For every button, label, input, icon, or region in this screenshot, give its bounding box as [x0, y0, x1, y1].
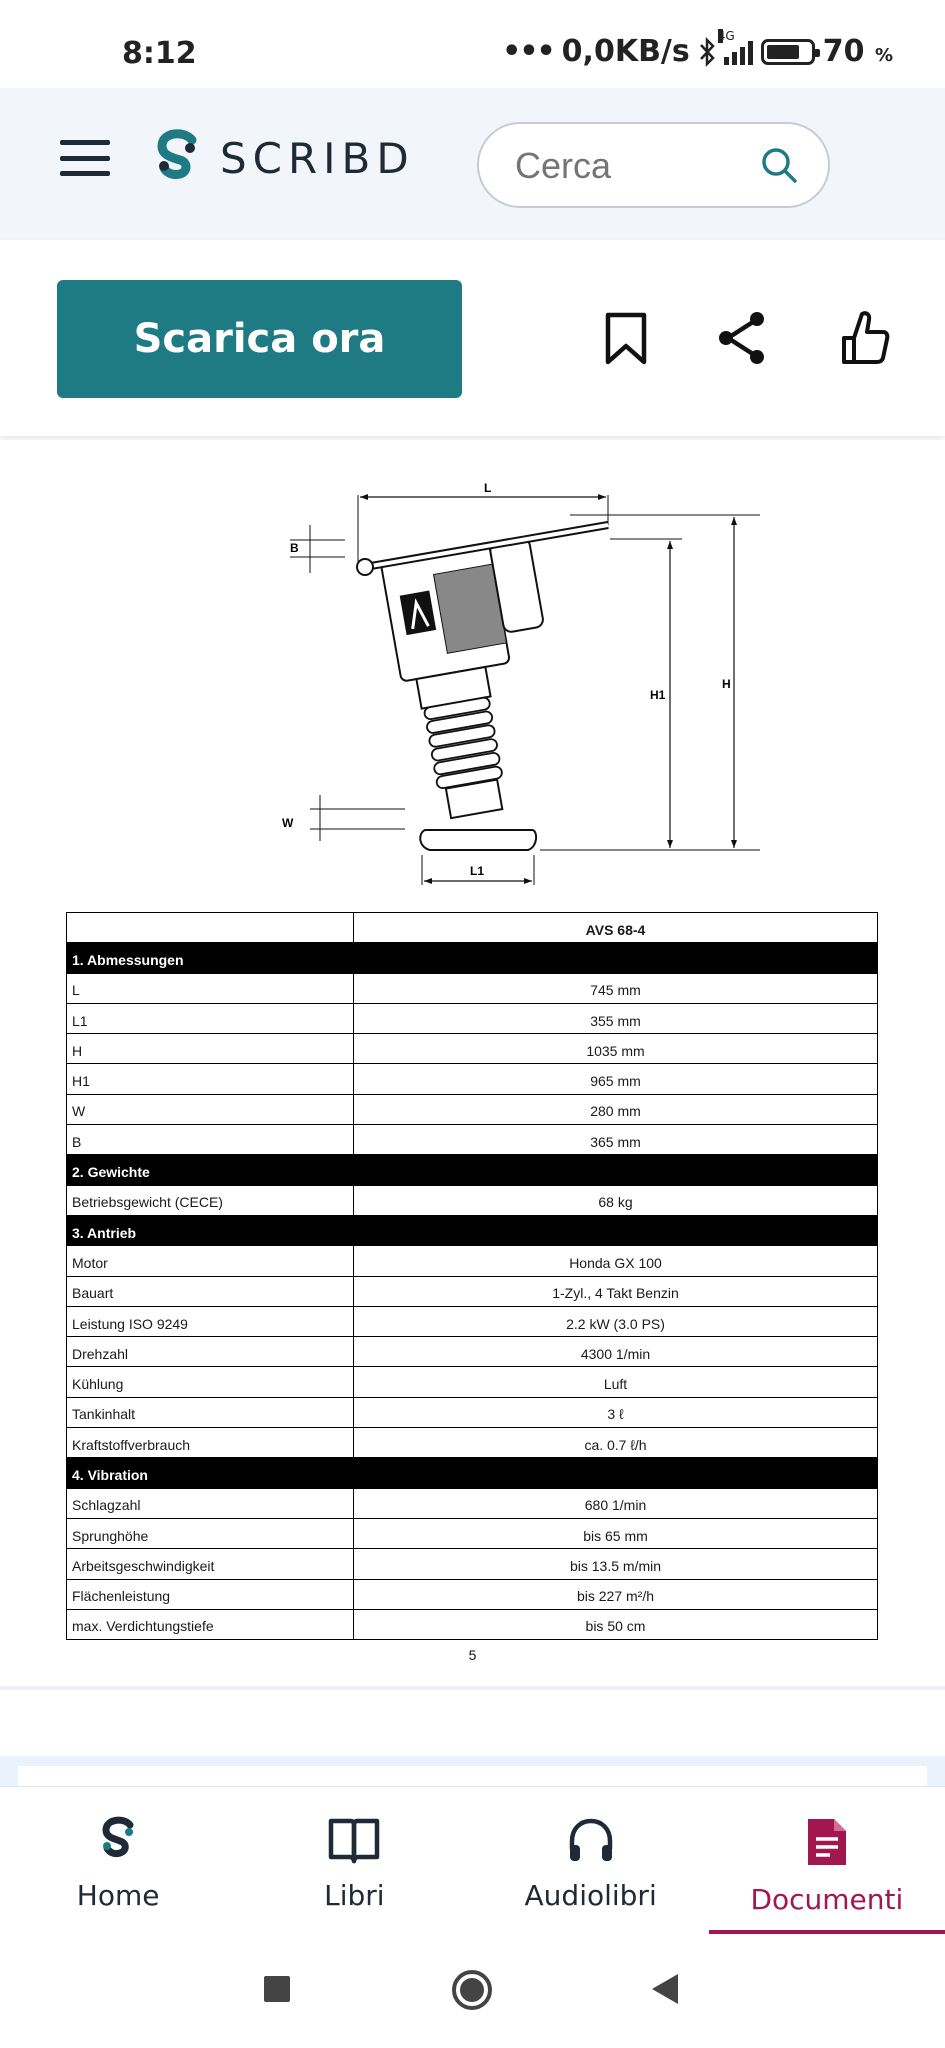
search-input[interactable] [515, 142, 735, 190]
table-row [67, 1579, 878, 1609]
table-row [67, 1125, 878, 1155]
spec-label: L1 [67, 1003, 354, 1033]
section-title: 4. Vibration [67, 1458, 354, 1488]
section-header-row [67, 1458, 878, 1488]
spec-label: Schlagzahl [67, 1488, 354, 1518]
table-row [67, 1367, 878, 1397]
section-title: 2. Gewichte [67, 1155, 354, 1185]
nav-home[interactable] [0, 1787, 236, 1934]
signal-icon: 4G [724, 39, 753, 65]
table-row [67, 1549, 878, 1579]
section-filler [354, 1458, 878, 1488]
nav-documents[interactable] [709, 1787, 945, 1934]
back-icon[interactable] [650, 1972, 680, 2006]
logo-text: SCRIBD [220, 133, 415, 183]
dim-label-H: H [722, 677, 731, 691]
spec-value: 680 1/min [354, 1488, 878, 1518]
table-header-row [67, 913, 878, 943]
spec-label: Sprunghöhe [67, 1518, 354, 1548]
nav-audiobooks[interactable] [473, 1787, 709, 1934]
section-header-row [67, 1215, 878, 1245]
home-circle-icon[interactable] [450, 1968, 494, 2012]
section-filler [354, 1215, 878, 1245]
spec-label: Drehzahl [67, 1337, 354, 1367]
dim-label-L: L [484, 481, 492, 495]
spec-label: W [67, 1094, 354, 1124]
bottom-nav [0, 1786, 945, 1934]
battery-percent: 70 % [822, 34, 893, 69]
table-row [67, 1488, 878, 1518]
spec-value: 965 mm [354, 1064, 878, 1094]
spec-label: Tankinhalt [67, 1397, 354, 1427]
spec-value: 1-Zyl., 4 Takt Benzin [354, 1276, 878, 1306]
page-number: 5 [468, 1647, 477, 1663]
app-header [0, 88, 945, 240]
document-action-bar [0, 240, 945, 436]
spec-value: bis 227 m²/h [354, 1579, 878, 1609]
spec-label: Motor [67, 1246, 354, 1276]
spec-value: 355 mm [354, 1003, 878, 1033]
spec-value: 3 ℓ [354, 1397, 878, 1427]
model-header: AVS 68-4 [354, 913, 878, 943]
spec-value: 68 kg [354, 1185, 878, 1215]
header-empty-cell [67, 913, 354, 943]
spec-value: bis 13.5 m/min [354, 1549, 878, 1579]
scribd-home-icon [98, 1815, 138, 1865]
spec-label: Kraftstoffverbrauch [67, 1428, 354, 1458]
search-box[interactable] [477, 122, 830, 208]
download-button[interactable]: Scarica ora [57, 280, 462, 398]
dim-label-H1: H1 [650, 688, 666, 702]
scribd-logo[interactable] [152, 128, 415, 188]
document-icon [804, 1815, 850, 1869]
document-page [0, 440, 945, 1685]
bookmark-icon[interactable] [604, 312, 648, 366]
nav-books[interactable] [236, 1787, 472, 1934]
dim-label-W: W [282, 816, 294, 830]
status-indicators [502, 28, 893, 69]
spec-value: ca. 0.7 ℓ/h [354, 1428, 878, 1458]
section-filler [354, 1155, 878, 1185]
spec-label: Bauart [67, 1276, 354, 1306]
status-bar [0, 0, 945, 88]
spec-value: bis 65 mm [354, 1518, 878, 1548]
dim-label-B: B [290, 541, 299, 555]
spec-value: Honda GX 100 [354, 1246, 878, 1276]
spec-value: 745 mm [354, 973, 878, 1003]
spec-value: 4300 1/min [354, 1337, 878, 1367]
table-row [67, 1246, 878, 1276]
table-row [67, 1397, 878, 1427]
section-filler [354, 943, 878, 973]
network-speed: 0,0KB/s [561, 34, 690, 69]
section-header-row [67, 1155, 878, 1185]
table-row [67, 1306, 878, 1336]
status-time: 8:12 [122, 36, 197, 71]
section-title: 1. Abmessungen [67, 943, 354, 973]
spec-label: Leistung ISO 9249 [67, 1306, 354, 1336]
spec-label: Betriebsgewicht (CECE) [67, 1185, 354, 1215]
spec-label: B [67, 1125, 354, 1155]
recents-icon[interactable] [262, 1974, 292, 2004]
spec-value: Luft [354, 1367, 878, 1397]
table-row [67, 1428, 878, 1458]
book-icon [327, 1815, 381, 1865]
table-row [67, 1337, 878, 1367]
thumbs-up-icon[interactable] [840, 308, 890, 366]
share-icon[interactable] [716, 310, 768, 366]
table-row [67, 1518, 878, 1548]
spec-value: 1035 mm [354, 1034, 878, 1064]
spec-label: max. Verdichtungstiefe [67, 1609, 354, 1639]
spec-value: 2.2 kW (3.0 PS) [354, 1306, 878, 1336]
spec-label: Arbeitsgeschwindigkeit [67, 1549, 354, 1579]
headphones-icon [564, 1815, 618, 1865]
table-row [67, 1276, 878, 1306]
spec-table [66, 912, 878, 1640]
rammer-dimension-diagram [270, 455, 770, 905]
spec-value: 280 mm [354, 1094, 878, 1124]
spec-value: bis 50 cm [354, 1609, 878, 1639]
menu-icon[interactable] [60, 140, 110, 176]
nav-books-label: Libri [324, 1879, 385, 1912]
table-row [67, 1185, 878, 1215]
spec-value: 365 mm [354, 1125, 878, 1155]
spec-label: H [67, 1034, 354, 1064]
search-icon[interactable] [760, 146, 798, 184]
nav-documents-label: Documenti [750, 1883, 904, 1916]
page-gap [0, 1686, 945, 1690]
table-row [67, 1094, 878, 1124]
dim-label-L1: L1 [470, 864, 485, 878]
bluetooth-icon [698, 37, 716, 67]
more-dots-icon: ••• [502, 34, 554, 69]
table-row [67, 1064, 878, 1094]
scribd-logo-icon [152, 128, 202, 188]
nav-audiobooks-label: Audiolibri [524, 1879, 657, 1912]
section-header-row [67, 943, 878, 973]
table-row [67, 1034, 878, 1064]
system-nav-bar [0, 1934, 945, 2048]
rammer-body [381, 537, 574, 822]
spec-label: H1 [67, 1064, 354, 1094]
table-row [67, 973, 878, 1003]
section-title: 3. Antrieb [67, 1215, 354, 1245]
table-row [67, 1003, 878, 1033]
next-page-preview [0, 1756, 945, 1786]
spec-label: Kühlung [67, 1367, 354, 1397]
nav-home-label: Home [76, 1879, 160, 1912]
battery-icon [761, 39, 815, 65]
spec-label: Flächenleistung [67, 1579, 354, 1609]
table-row [67, 1609, 878, 1639]
spec-label: L [67, 973, 354, 1003]
